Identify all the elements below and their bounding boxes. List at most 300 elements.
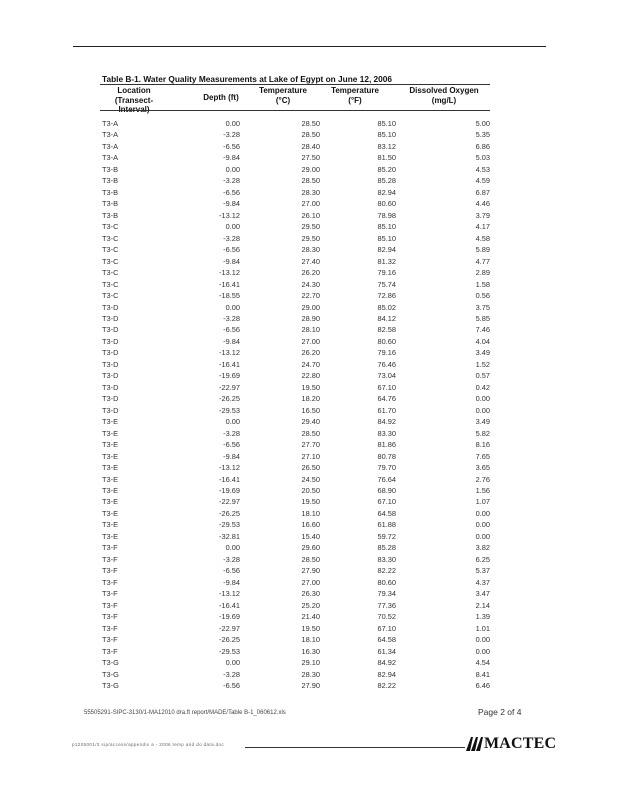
cell-depth: -19.69 (219, 371, 240, 381)
header-temp-c-line2: (°C) (275, 95, 291, 105)
cell-depth: -18.55 (219, 291, 240, 301)
cell-location: T3-F (102, 577, 118, 587)
cell-temp-c: 27.70 (301, 440, 320, 450)
cell-temp-f: 85.28 (377, 176, 396, 186)
cell-temp-c: 28.30 (301, 669, 320, 679)
cell-depth: -3.28 (223, 313, 240, 323)
cell-location: T3-D (102, 348, 119, 358)
cell-dissolved-oxygen: 5.35 (475, 130, 490, 140)
cell-dissolved-oxygen: 0.00 (475, 520, 490, 530)
cell-temp-f: 80.60 (377, 577, 396, 587)
cell-temp-c: 16.50 (301, 405, 320, 415)
cell-temp-f: 64.76 (377, 394, 396, 404)
cell-location: T3-G (102, 680, 119, 690)
cell-temp-f: 82.94 (377, 245, 396, 255)
cell-dissolved-oxygen: 0.00 (475, 394, 490, 404)
cell-temp-f: 79.34 (377, 589, 396, 599)
cell-depth: -3.28 (223, 233, 240, 243)
table-row (0, 462, 618, 473)
cell-temp-c: 28.30 (301, 187, 320, 197)
table-row (0, 324, 618, 335)
header-location-line2: Interval) (118, 105, 150, 114)
cell-depth: -9.84 (223, 577, 240, 587)
footer-file-path: 55505291-SIPC-3130/1-MA12010 dra.ft report/MADE/Table B-1_060612.xls (84, 710, 286, 716)
cell-temp-f: 67.10 (377, 497, 396, 507)
table-row (0, 267, 618, 278)
cell-temp-c: 25.20 (301, 600, 320, 610)
cell-temp-c: 28.30 (301, 245, 320, 255)
cell-temp-f: 79.70 (377, 463, 396, 473)
header-temp-c-line1: Temperature (259, 86, 307, 95)
cell-location: T3-E (102, 520, 119, 530)
cell-temp-c: 21.40 (301, 612, 320, 622)
table-row (0, 336, 618, 347)
cell-temp-f: 81.86 (377, 440, 396, 450)
cell-location: T3-E (102, 451, 119, 461)
cell-location: T3-G (102, 658, 119, 668)
header-temp-f (324, 86, 386, 105)
cell-temp-c: 27.00 (301, 199, 320, 209)
cell-dissolved-oxygen: 3.79 (475, 210, 490, 220)
header-do-line1: Dissolved Oxygen (409, 86, 479, 95)
cell-temp-f: 72.86 (377, 291, 396, 301)
table-row (0, 221, 618, 232)
cell-temp-f: 80.78 (377, 451, 396, 461)
table-row (0, 634, 618, 645)
cell-location: T3-A (102, 119, 119, 128)
page-number: Page 2 of 4 (478, 707, 522, 717)
cell-temp-c: 24.30 (301, 279, 320, 289)
cell-dissolved-oxygen: 3.75 (475, 302, 490, 312)
cell-temp-c: 26.30 (301, 589, 320, 599)
cell-dissolved-oxygen: 7.46 (475, 325, 490, 335)
table-row (0, 508, 618, 519)
cell-depth: -16.41 (219, 279, 240, 289)
cell-temp-f: 83.30 (377, 554, 396, 564)
table-row (0, 118, 618, 129)
cell-temp-f: 82.94 (377, 187, 396, 197)
cell-temp-c: 18.10 (301, 508, 320, 518)
footer-rule (245, 747, 465, 748)
cell-temp-c: 28.50 (301, 428, 320, 438)
cell-depth: -13.12 (219, 463, 240, 473)
cell-temp-c: 27.40 (301, 256, 320, 266)
cell-dissolved-oxygen: 6.86 (475, 141, 490, 151)
cell-depth: -13.12 (219, 348, 240, 358)
cell-temp-f: 85.10 (377, 233, 396, 243)
table-row (0, 554, 618, 565)
table-row (0, 347, 618, 358)
cell-temp-c: 18.10 (301, 635, 320, 645)
cell-location: T3-F (102, 554, 118, 564)
cell-depth: -9.84 (223, 451, 240, 461)
table-row (0, 680, 618, 691)
table-row (0, 646, 618, 657)
cell-dissolved-oxygen: 4.17 (475, 222, 490, 232)
cell-location: T3-B (102, 164, 119, 174)
cell-depth: -22.97 (219, 497, 240, 507)
table-row (0, 428, 618, 439)
table-row (0, 439, 618, 450)
cell-dissolved-oxygen: 3.65 (475, 463, 490, 473)
cell-temp-f: 75.74 (377, 279, 396, 289)
table-row (0, 519, 618, 530)
cell-temp-c: 22.80 (301, 371, 320, 381)
cell-temp-f: 79.16 (377, 268, 396, 278)
cell-depth: -3.28 (223, 554, 240, 564)
table-row (0, 279, 618, 290)
cell-temp-f: 68.90 (377, 486, 396, 495)
cell-depth: 0.00 (225, 417, 240, 427)
cell-dissolved-oxygen: 2.14 (475, 600, 490, 610)
table-row (0, 152, 618, 163)
cell-temp-f: 81.50 (377, 153, 396, 163)
cell-dissolved-oxygen: 4.58 (475, 233, 490, 243)
cell-dissolved-oxygen: 1.01 (475, 623, 490, 633)
cell-temp-f: 85.10 (377, 222, 396, 232)
cell-depth: -9.84 (223, 153, 240, 163)
table-row (0, 370, 618, 381)
cell-dissolved-oxygen: 0.00 (475, 508, 490, 518)
cell-dissolved-oxygen: 1.58 (475, 279, 490, 289)
cell-dissolved-oxygen: 3.49 (475, 417, 490, 427)
cell-location: T3-C (102, 245, 119, 255)
cell-dissolved-oxygen: 5.00 (475, 119, 490, 128)
cell-depth: -9.84 (223, 256, 240, 266)
cell-depth: -3.28 (223, 669, 240, 679)
cell-temp-c: 18.20 (301, 394, 320, 404)
cell-temp-c: 29.10 (301, 658, 320, 668)
cell-temp-c: 27.50 (301, 153, 320, 163)
cell-dissolved-oxygen: 4.46 (475, 199, 490, 209)
cell-dissolved-oxygen: 6.46 (475, 680, 490, 690)
cell-location: T3-D (102, 394, 119, 404)
cell-temp-c: 29.40 (301, 417, 320, 427)
table-row (0, 474, 618, 485)
cell-location: T3-C (102, 291, 119, 301)
cell-temp-c: 28.40 (301, 141, 320, 151)
cell-depth: -29.53 (219, 646, 240, 656)
mactec-logo-icon (465, 736, 483, 752)
cell-temp-c: 29.50 (301, 222, 320, 232)
cell-dissolved-oxygen: 4.37 (475, 577, 490, 587)
table-row (0, 164, 618, 175)
mactec-logo (465, 735, 556, 753)
cell-dissolved-oxygen: 0.00 (475, 531, 490, 541)
cell-depth: -26.25 (219, 635, 240, 645)
cell-temp-c: 29.60 (301, 543, 320, 553)
cell-location: T3-E (102, 497, 119, 507)
cell-location: T3-B (102, 187, 119, 197)
cell-dissolved-oxygen: 4.77 (475, 256, 490, 266)
cell-location: T3-E (102, 474, 119, 484)
table-row (0, 611, 618, 622)
cell-temp-c: 16.30 (301, 646, 320, 656)
cell-temp-c: 24.50 (301, 474, 320, 484)
cell-temp-c: 19.50 (301, 382, 320, 392)
cell-depth: -19.69 (219, 612, 240, 622)
cell-temp-f: 80.60 (377, 336, 396, 346)
header-temp-f-line2: (°F) (348, 95, 362, 105)
cell-dissolved-oxygen: 8.41 (475, 669, 490, 679)
cell-temp-c: 26.10 (301, 210, 320, 220)
cell-location: T3-D (102, 313, 119, 323)
cell-dissolved-oxygen: 5.85 (475, 313, 490, 323)
table-row (0, 485, 618, 496)
cell-temp-f: 83.30 (377, 428, 396, 438)
cell-temp-f: 61.34 (377, 646, 396, 656)
cell-temp-f: 85.20 (377, 164, 396, 174)
cell-location: T3-F (102, 543, 118, 553)
footer-note: p1205001/3 sip/access/appendix a - 2006 temp and do data.doc (72, 742, 225, 747)
cell-temp-f: 83.12 (377, 141, 396, 151)
cell-dissolved-oxygen: 5.03 (475, 153, 490, 163)
table-row (0, 588, 618, 599)
table-row (0, 405, 618, 416)
cell-location: T3-D (102, 302, 119, 312)
cell-depth: -16.41 (219, 359, 240, 369)
cell-temp-c: 28.50 (301, 554, 320, 564)
cell-depth: -6.56 (223, 325, 240, 335)
cell-temp-f: 84.92 (377, 658, 396, 668)
cell-location: T3-E (102, 463, 119, 473)
cell-dissolved-oxygen: 2.76 (475, 474, 490, 484)
cell-depth: -13.12 (219, 589, 240, 599)
cell-location: T3-D (102, 359, 119, 369)
cell-dissolved-oxygen: 8.16 (475, 440, 490, 450)
table-row (0, 198, 618, 209)
cell-depth: -6.56 (223, 141, 240, 151)
cell-temp-f: 67.10 (377, 623, 396, 633)
cell-location: T3-E (102, 531, 119, 541)
header-temp-c (252, 86, 314, 105)
cell-dissolved-oxygen: 0.00 (475, 635, 490, 645)
table-row (0, 542, 618, 553)
table-row (0, 416, 618, 427)
header-dissolved-oxygen (399, 86, 489, 105)
cell-temp-c: 26.20 (301, 268, 320, 278)
cell-temp-f: 82.58 (377, 325, 396, 335)
cell-location: T3-F (102, 623, 118, 633)
cell-temp-c: 24.70 (301, 359, 320, 369)
cell-location: T3-G (102, 669, 119, 679)
cell-dissolved-oxygen: 6.87 (475, 187, 490, 197)
cell-location: T3-D (102, 336, 119, 346)
table-title: Table B-1. Water Quality Measurements at Lake of Egypt on June 12, 2006 (102, 74, 393, 84)
cell-depth: -3.28 (223, 130, 240, 140)
cell-temp-c: 16.60 (301, 520, 320, 530)
cell-dissolved-oxygen: 4.54 (475, 658, 490, 668)
cell-location: T3-B (102, 210, 119, 220)
cell-depth: -26.25 (219, 394, 240, 404)
cell-temp-f: 84.12 (377, 313, 396, 323)
cell-dissolved-oxygen: 0.57 (475, 371, 490, 381)
cell-depth: -29.53 (219, 405, 240, 415)
cell-depth: -13.12 (219, 210, 240, 220)
cell-depth: 0.00 (225, 302, 240, 312)
table-row (0, 600, 618, 611)
table-row (0, 141, 618, 152)
cell-depth: -32.81 (219, 531, 240, 541)
cell-depth: -13.12 (219, 268, 240, 278)
cell-temp-f: 85.10 (377, 130, 396, 140)
cell-temp-f: 67.10 (377, 382, 396, 392)
table-row (0, 129, 618, 140)
cell-temp-f: 85.02 (377, 302, 396, 312)
cell-dissolved-oxygen: 7.65 (475, 451, 490, 461)
cell-temp-c: 26.50 (301, 463, 320, 473)
cell-temp-c: 28.50 (301, 119, 320, 128)
cell-temp-c: 28.10 (301, 325, 320, 335)
cell-temp-f: 59.72 (377, 531, 396, 541)
cell-temp-f: 85.10 (377, 119, 396, 128)
cell-temp-f: 82.94 (377, 669, 396, 679)
cell-location: T3-F (102, 600, 118, 610)
cell-dissolved-oxygen: 0.56 (475, 291, 490, 301)
cell-temp-f: 73.04 (377, 371, 396, 381)
cell-depth: -9.84 (223, 199, 240, 209)
cell-temp-f: 77.36 (377, 600, 396, 610)
cell-temp-c: 27.00 (301, 577, 320, 587)
cell-temp-c: 29.00 (301, 302, 320, 312)
cell-temp-f: 82.22 (377, 680, 396, 690)
cell-dissolved-oxygen: 0.00 (475, 405, 490, 415)
data-table-body (0, 118, 618, 691)
header-depth: Depth (ft) (203, 93, 239, 102)
table-row (0, 496, 618, 507)
cell-location: T3-A (102, 153, 119, 163)
cell-depth: -6.56 (223, 245, 240, 255)
cell-location: T3-E (102, 486, 119, 495)
cell-depth: -16.41 (219, 600, 240, 610)
cell-dissolved-oxygen: 1.52 (475, 359, 490, 369)
header-top-rule (100, 84, 490, 85)
cell-depth: -26.25 (219, 508, 240, 518)
cell-dissolved-oxygen: 4.59 (475, 176, 490, 186)
cell-temp-c: 27.10 (301, 451, 320, 461)
cell-location: T3-C (102, 268, 119, 278)
cell-dissolved-oxygen: 1.56 (475, 486, 490, 495)
cell-depth: -9.84 (223, 336, 240, 346)
table-row (0, 393, 618, 404)
cell-temp-c: 29.50 (301, 233, 320, 243)
cell-depth: -22.97 (219, 382, 240, 392)
cell-dissolved-oxygen: 0.42 (475, 382, 490, 392)
cell-depth: -16.41 (219, 474, 240, 484)
cell-dissolved-oxygen: 5.82 (475, 428, 490, 438)
cell-location: T3-E (102, 440, 119, 450)
cell-depth: 0.00 (225, 119, 240, 128)
cell-temp-c: 26.20 (301, 348, 320, 358)
cell-depth: 0.00 (225, 164, 240, 174)
cell-depth: -3.28 (223, 176, 240, 186)
cell-temp-c: 28.50 (301, 176, 320, 186)
cell-location: T3-D (102, 382, 119, 392)
cell-temp-f: 85.28 (377, 543, 396, 553)
cell-dissolved-oxygen: 1.07 (475, 497, 490, 507)
cell-location: T3-F (102, 635, 118, 645)
cell-location: T3-A (102, 130, 119, 140)
cell-temp-f: 64.58 (377, 508, 396, 518)
cell-depth: -6.56 (223, 566, 240, 576)
cell-temp-c: 29.00 (301, 164, 320, 174)
table-row (0, 233, 618, 244)
cell-location: T3-E (102, 508, 119, 518)
cell-temp-c: 28.90 (301, 313, 320, 323)
cell-location: T3-C (102, 233, 119, 243)
cell-dissolved-oxygen: 2.89 (475, 268, 490, 278)
top-rule (73, 46, 546, 47)
table-row (0, 210, 618, 221)
table-row (0, 577, 618, 588)
cell-depth: 0.00 (225, 543, 240, 553)
cell-location: T3-D (102, 371, 119, 381)
table-row (0, 565, 618, 576)
header-temp-f-line1: Temperature (331, 86, 379, 95)
cell-temp-c: 22.70 (301, 291, 320, 301)
cell-depth: -29.53 (219, 520, 240, 530)
table-row (0, 531, 618, 542)
cell-depth: 0.00 (225, 658, 240, 668)
cell-temp-c: 28.50 (301, 130, 320, 140)
cell-temp-c: 27.00 (301, 336, 320, 346)
cell-depth: 0.00 (225, 222, 240, 232)
cell-temp-f: 84.92 (377, 417, 396, 427)
cell-dissolved-oxygen: 3.47 (475, 589, 490, 599)
cell-temp-f: 76.64 (377, 474, 396, 484)
cell-depth: -3.28 (223, 428, 240, 438)
table-row (0, 382, 618, 393)
table-row (0, 359, 618, 370)
table-row (0, 244, 618, 255)
cell-temp-f: 76.46 (377, 359, 396, 369)
cell-dissolved-oxygen: 6.25 (475, 554, 490, 564)
cell-temp-f: 79.16 (377, 348, 396, 358)
table-row (0, 290, 618, 301)
table-row (0, 623, 618, 634)
cell-temp-f: 70.52 (377, 612, 396, 622)
cell-depth: -6.56 (223, 187, 240, 197)
cell-location: T3-B (102, 176, 119, 186)
table-row (0, 187, 618, 198)
cell-location: T3-E (102, 428, 119, 438)
table-row (0, 256, 618, 267)
cell-temp-f: 61.88 (377, 520, 396, 530)
cell-dissolved-oxygen: 4.04 (475, 336, 490, 346)
cell-location: T3-A (102, 141, 119, 151)
cell-temp-f: 81.32 (377, 256, 396, 266)
mactec-logo-text: MACTEC (484, 735, 557, 752)
table-row (0, 313, 618, 324)
cell-temp-f: 80.60 (377, 199, 396, 209)
header-location-line1: Location (Transect- (114, 86, 154, 105)
table-row (0, 669, 618, 680)
cell-dissolved-oxygen: 4.53 (475, 164, 490, 174)
cell-location: T3-F (102, 646, 118, 656)
cell-depth: -6.56 (223, 680, 240, 690)
cell-depth: -19.69 (219, 486, 240, 495)
cell-dissolved-oxygen: 3.82 (475, 543, 490, 553)
cell-location: T3-B (102, 199, 119, 209)
cell-temp-c: 27.90 (301, 566, 320, 576)
cell-location: T3-C (102, 222, 119, 232)
cell-depth: -22.97 (219, 623, 240, 633)
cell-location: T3-D (102, 405, 119, 415)
cell-location: T3-F (102, 566, 118, 576)
cell-dissolved-oxygen: 5.89 (475, 245, 490, 255)
cell-temp-f: 82.22 (377, 566, 396, 576)
table-row (0, 451, 618, 462)
